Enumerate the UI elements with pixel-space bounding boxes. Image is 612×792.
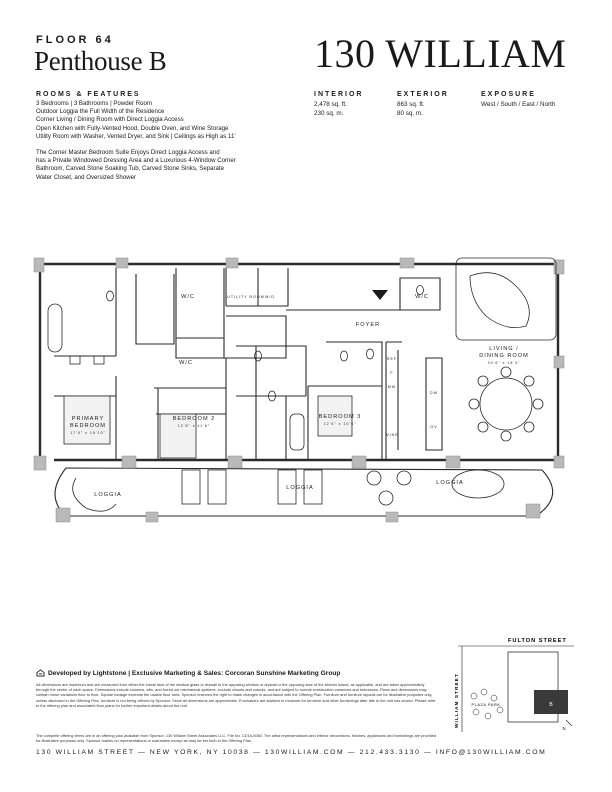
- brand-logo: 130 WILLIAM: [314, 31, 567, 76]
- label-living-dim: 30'6" x 18'3": [487, 361, 521, 365]
- label-ref: REF: [386, 357, 398, 361]
- label-primary-dim: 17'0" x 16'10": [70, 431, 106, 435]
- label-foyer: FOYER: [355, 322, 381, 328]
- bathtub: [48, 304, 62, 352]
- label-dw: DW: [430, 391, 438, 395]
- legal-disclaimer: All dimensions are maximum and are measured from either the inside face of the window glass or drywall to the opposing window or drywall or the opposing face of the kitchen island, as applicable, and are taken approximately through the center of each space. Dimensions include columns, sills, and furred out mechanical systems, exclude closets and cutouts, and are subject to normal construction variances and tolerances. Plans and dimensions may contain minor variations floor to floor. Square footage exceeds the usable floor area. Sponsor reserves the right to make changes in accordance with the Offering Plan. Furniture and furniture layouts are for illustrative purposes only, unless disclosed in the Offering Plan, furniture is not being offered by Sponsor. Since all dimensions are approximate. Purchasers are advised to measure for furniture and other furnishings after title to the unit has closed. Please refer to the offering plan and associated floor plans for further important details about the unit.: [36, 682, 436, 708]
- dining-table: [480, 378, 532, 430]
- street-william: WILLIAM STREET: [455, 673, 460, 728]
- living-area: [456, 258, 556, 340]
- feature-line: Open Kitchen with Fully-Vented Hood, Double Oven, and Wine Storage: [36, 124, 229, 132]
- label-primary-bedroom: BEDROOM: [70, 423, 106, 429]
- feature-description: [36, 149, 298, 182]
- lounger: [182, 470, 200, 504]
- label-wd: W/D: [265, 295, 275, 299]
- key-plan: [448, 632, 578, 737]
- street-fulton: FULTON STREET: [508, 638, 567, 644]
- label-mw: MW: [387, 385, 397, 389]
- legal-offering: The complete offering terms are in an offering plan available from Sponsor. 130 William Street Associates LLC. File No. CD16-0060. The artist representations and interior decorations, finishes, appliances and furnishings are provided for illustrative purposes only. Sponsor makes no representations or warranties except as may be set forth in the Offering Plan.: [36, 733, 437, 744]
- north-arrow-icon: [566, 720, 572, 726]
- interior-sqm: 230 sq. m.: [314, 110, 344, 117]
- key-unit-letter: B: [549, 702, 553, 708]
- entry-arrow: [372, 290, 388, 300]
- label-loggia-2: LOGGIA: [286, 485, 314, 491]
- description-line: Water Closet, and Oversized Shower: [36, 173, 137, 181]
- rooms-features-heading: ROOMS & FEATURES: [36, 91, 141, 98]
- exterior-heading: EXTERIOR: [397, 91, 449, 98]
- toilet: [107, 291, 114, 301]
- description-line: The Corner Master Bedroom Suite Enjoys Direct Loggia Access and: [36, 149, 220, 156]
- label-wine: WINE: [385, 433, 399, 437]
- label-utility: UTILITY ROOM: [227, 295, 265, 299]
- description-line: Bathroom, Carved Stone Soaking Tub, Carved Stone Sinks, Separate: [36, 165, 224, 173]
- label-bed-2: BEDROOM 2: [172, 416, 216, 422]
- feature-line: Utility Room with Washer, Vented Dryer, and Sink | Ceilings as High as 11': [36, 132, 236, 140]
- label-loggia-1: LOGGIA: [94, 492, 122, 498]
- label-primary: PRIMARY: [71, 416, 105, 422]
- key-plaza: PLAZA PARK: [471, 703, 501, 707]
- label-wic-2: W/C: [179, 360, 193, 366]
- feature-line: Corner Living / Dining Room with Direct Loggia Access: [36, 116, 184, 124]
- label-bed-2-dim: 12'8" x 11'6": [177, 424, 211, 428]
- footer-contact: 130 WILLIAM STREET — NEW YORK, NY 10038 — 130WILLIAM.COM — 212.433.3130 — INFO@130WILLIAM.COM: [36, 749, 547, 756]
- interior-sqft: 2,478 sq. ft.: [314, 101, 347, 108]
- exposure-heading: EXPOSURE: [481, 91, 536, 98]
- floor-plan: [26, 246, 586, 536]
- description-line: has a Private Windowed Dressing Area and a Luxurious 4-Window Corner: [36, 157, 236, 165]
- developer-credit: Developed by Lightstone | Exclusive Marketing & Sales: Corcoran Sunshine Marketing Group: [48, 670, 341, 677]
- label-loggia-3: LOGGIA: [436, 480, 464, 486]
- rooms-features-list: [36, 100, 306, 141]
- floor-label: FLOOR 64: [36, 34, 114, 46]
- exterior-sqm: 80 sq. m.: [397, 110, 423, 117]
- north-label: N: [562, 726, 566, 731]
- label-wic-1: W/C: [181, 294, 195, 300]
- label-living: LIVING /: [489, 346, 519, 352]
- feature-line: Outdoor Loggia the Full Width of the Residence: [36, 108, 165, 116]
- interior-heading: INTERIOR: [314, 91, 364, 98]
- label-f: F: [390, 371, 394, 375]
- label-ov: OV: [430, 425, 438, 429]
- label-bed-3: BEDROOM 3: [318, 414, 362, 420]
- exterior-sqft: 863 sq. ft.: [397, 101, 425, 108]
- feature-line: 3 Bedrooms | 3 Bathrooms | Powder Room: [36, 100, 152, 107]
- label-wic-3: W/C: [415, 294, 429, 300]
- exposure-value: West / South / East / North: [481, 101, 556, 108]
- equal-housing-icon: [36, 669, 45, 677]
- label-dining: DINING ROOM: [479, 353, 529, 359]
- unit-title: Penthouse B: [34, 46, 167, 76]
- label-bed-3-dim: 12'6" x 10'6": [323, 422, 357, 426]
